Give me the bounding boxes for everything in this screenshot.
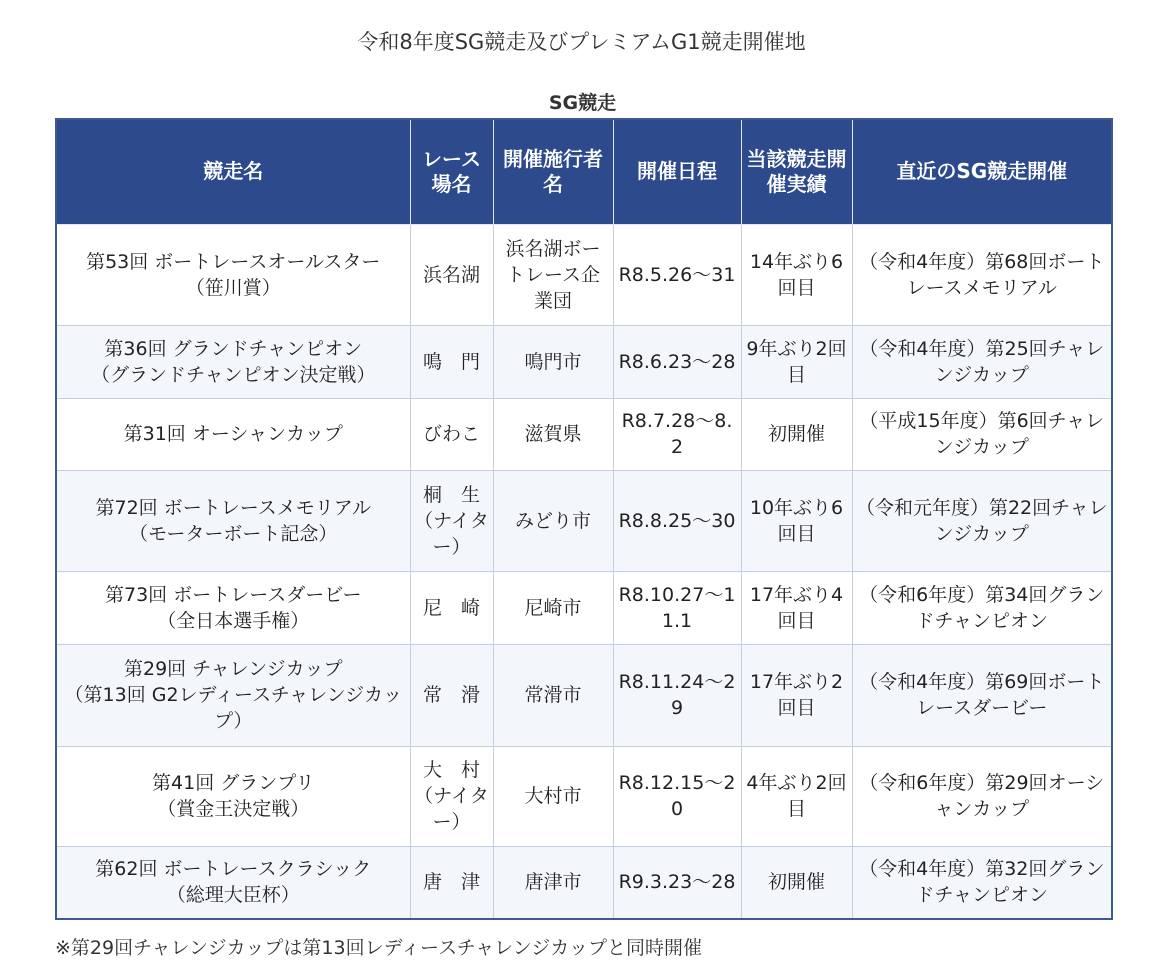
race-name: 第29回 チャレンジカップ [123,658,343,680]
table-row [56,746,1112,846]
table-row [56,325,1112,398]
table-row [56,470,1112,571]
record-cell: 9年ぶり2回目 [741,325,852,398]
race-name: 第73回 ボートレースダービー [104,583,362,606]
venue-cell: 常 滑 [410,644,493,746]
race-name-cell [56,644,410,746]
table-row [56,398,1112,470]
footnote: ※第29回チャレンジカップは第13回レディースチャレンジカップと同時開催 [55,937,703,959]
header-venue: レース場名 [410,119,493,224]
table-row [56,644,1112,746]
header-organizer: 開催施行者名 [493,119,613,224]
race-name-cell [56,846,410,919]
race-name-cell [56,398,410,470]
record-cell: 4年ぶり2回目 [741,746,852,846]
organizer-cell: 滋賀県 [493,398,613,470]
recent-sg-cell: （令和4年度）第32回グランドチャンピオン [852,846,1112,919]
race-subtitle: （笹川賞） [185,276,281,299]
table-header-row [56,119,1112,224]
race-subtitle: （総理大臣杯） [166,884,300,907]
schedule-cell: R8.8.25～30 [613,470,741,571]
recent-sg-cell: （令和4年度）第69回ボートレースダービー [852,644,1112,746]
schedule-cell: R8.5.26～31 [613,224,741,325]
record-cell: 17年ぶり4回目 [741,571,852,644]
schedule-cell: R8.10.27～11.1 [613,571,741,644]
recent-sg-cell: （令和6年度）第29回オーシャンカップ [852,746,1112,846]
race-subtitle: （全日本選手権） [157,609,310,632]
venue-cell: 大 村（ナイター） [410,746,493,846]
schedule-cell: R9.3.23～28 [613,846,741,919]
recent-sg-cell: （令和4年度）第25回チャレンジカップ [852,325,1112,398]
schedule-cell: R8.7.28～8.2 [613,398,741,470]
race-subtitle: （賞金王決定戦） [157,798,310,820]
schedule-cell: R8.6.23～28 [613,325,741,398]
schedule-cell: R8.11.24～29 [613,644,741,746]
header-recent-sg: 直近のSG競走開催 [852,119,1112,224]
race-name: 第53回 ボートレースオールスター [86,250,381,273]
sg-race-table [55,118,1113,920]
recent-sg-cell: （令和4年度）第68回ボートレースメモリアル [852,224,1112,325]
organizer-cell: 大村市 [493,746,613,846]
record-cell: 17年ぶり2回目 [741,644,852,746]
recent-sg-cell: （令和元年度）第22回チャレンジカップ [852,470,1112,571]
race-name: 第41回 グランプリ [152,772,315,794]
table-row [56,846,1112,919]
race-name: 第62回 ボートレースクラシック [95,858,372,881]
race-name-cell [56,746,410,846]
header-race-name: 競走名 [56,119,410,224]
page-title: 令和8年度SG競走及びプレミアムG1競走開催地 [357,30,806,54]
race-subtitle: （グランドチャンピオン決定戦） [91,363,376,386]
organizer-cell: 鳴門市 [493,325,613,398]
schedule-cell: R8.12.15～20 [613,746,741,846]
organizer-cell: みどり市 [493,470,613,571]
race-name-cell [56,571,410,644]
race-subtitle: （第13回 G2レディースチャレンジカップ） [64,684,402,732]
table-caption: SG競走 [548,92,617,114]
record-cell: 10年ぶり6回目 [741,470,852,571]
venue-cell: 唐 津 [410,846,493,919]
venue-cell: 浜名湖 [410,224,493,325]
header-schedule: 開催日程 [613,119,741,224]
record-cell: 14年ぶり6回目 [741,224,852,325]
venue-cell: 桐 生（ナイター） [410,470,493,571]
table-row [56,224,1112,325]
record-cell: 初開催 [741,398,852,470]
organizer-cell: 浜名湖ボートレース企業団 [493,224,613,325]
organizer-cell: 常滑市 [493,644,613,746]
table-body [56,224,1112,919]
race-subtitle: （モーターボート記念） [129,522,338,545]
header-record: 当該競走開催実績 [741,119,852,224]
organizer-cell: 唐津市 [493,846,613,919]
organizer-cell: 尼崎市 [493,571,613,644]
race-name-cell [56,325,410,398]
venue-cell: 尼 崎 [410,571,493,644]
table-row [56,571,1112,644]
venue-cell: 鳴 門 [410,325,493,398]
race-name-cell [56,224,410,325]
race-name: 第72回 ボートレースメモリアル [95,496,371,519]
venue-cell: びわこ [410,398,493,470]
record-cell: 初開催 [741,846,852,919]
recent-sg-cell: （平成15年度）第6回チャレンジカップ [852,398,1112,470]
race-name: 第36回 グランドチャンピオン [104,337,363,360]
recent-sg-cell: （令和6年度）第34回グランドチャンピオン [852,571,1112,644]
race-name-cell [56,470,410,571]
race-name: 第31回 オーシャンカップ [123,423,343,445]
